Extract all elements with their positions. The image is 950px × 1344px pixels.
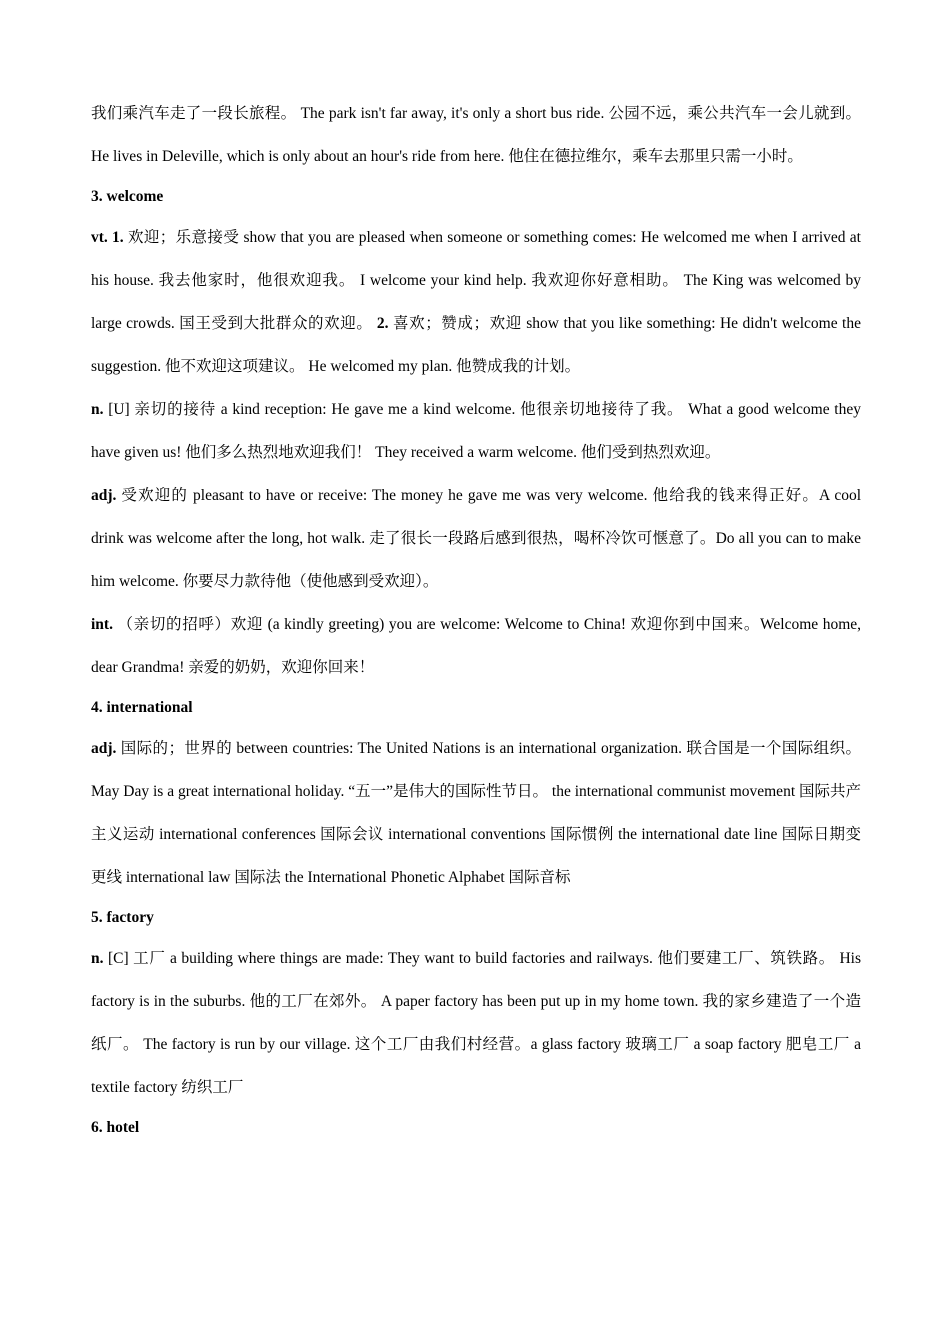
text-segment: 我们乘汽车走了一段长旅程。 The park isn't far away, it's only a short bus ride. 公园不远，乘公共汽车一会儿就到。 He lives in Deleville, which is only about an hour's ride from here. 他住在德拉维尔，乘车去那里只需一小时。 bbox=[91, 105, 861, 165]
heading-international: 4. international bbox=[91, 699, 193, 716]
paragraph-ride-examples bbox=[91, 92, 861, 178]
pos-label: int. bbox=[91, 616, 113, 633]
heading-hotel: 6. hotel bbox=[91, 1119, 140, 1136]
pos-label: adj. bbox=[91, 487, 117, 504]
heading-welcome: 3. welcome bbox=[91, 188, 164, 205]
paragraph-international-adj bbox=[91, 727, 861, 899]
text-segment: [C] 工厂 a building where things are made: They want to build factories and railways. 他们要建工厂、筑铁路。 His factory is in the suburbs. 他的工厂在郊外。 A paper factory has been put up in my home town. 我的家乡建造了一个造纸厂。 The factory is run by our village. 这个工厂由我们村经营。a glass factory 玻璃工厂 a soap factory 肥皂工厂 a textile factory 纺织工厂 bbox=[91, 950, 861, 1096]
text-segment: 国际的；世界的 between countries: The United Nations is an international organization. 联合国是一个国际组织。 May Day is a great international holiday. “五一”是伟大的国际性节日。 the international communist movement 国际共产主义运动 international conferences 国际会议 international conventions 国际惯例 the international date line 国际日期变更线 international law 国际法 the International Phonetic Alphabet 国际音标 bbox=[91, 740, 861, 886]
text-segment: [U] 亲切的接待 a kind reception: He gave me a kind welcome. 他很亲切地接待了我。 What a good welcome they have given us! 他们多么热烈地欢迎我们！ They received a warm welcome. 他们受到热烈欢迎。 bbox=[91, 401, 861, 461]
document-page bbox=[91, 92, 861, 1147]
pos-label: n. bbox=[91, 401, 104, 418]
text-segment: 受欢迎的 pleasant to have or receive: The money he gave me was very welcome. 他给我的钱来得正好。A cool drink was welcome after the long, hot walk. 走了很长一段路后感到很热，喝杯冷饮可惬意了。Do all you can to make him welcome. 你要尽力款待他（使他感到受欢迎）。 bbox=[91, 487, 861, 590]
pos-label: n. bbox=[91, 950, 104, 967]
pos-label: vt. 1. bbox=[91, 229, 124, 246]
paragraph-welcome-int bbox=[91, 603, 861, 689]
text-segment: （亲切的招呼）欢迎 (a kindly greeting) you are welcome: Welcome to China! 欢迎你到中国来。Welcome home, dear Grandma! 亲爱的奶奶，欢迎你回来！ bbox=[91, 616, 861, 676]
text-segment: 喜欢；赞成；欢迎 show that you like something: He didn't welcome the suggestion. 他不欢迎这项建议。 He welcomed my plan. 他赞成我的计划。 bbox=[91, 315, 861, 375]
pos-label: adj. bbox=[91, 740, 117, 757]
text-segment: 欢迎；乐意接受 show that you are pleased when someone or something comes: He welcomed me when I arrived at his house. 我去他家时，他很欢迎我。 I welcome your kind help. 我欢迎你好意相助。 The King was welcomed by large crowds. 国王受到大批群众的欢迎。 bbox=[91, 229, 861, 332]
paragraph-welcome-adj bbox=[91, 474, 861, 603]
sense-number: 2. bbox=[376, 315, 389, 332]
heading-factory: 5. factory bbox=[91, 909, 154, 926]
paragraph-welcome-verb bbox=[91, 216, 861, 388]
paragraph-factory-noun bbox=[91, 937, 861, 1109]
paragraph-welcome-noun bbox=[91, 388, 861, 474]
